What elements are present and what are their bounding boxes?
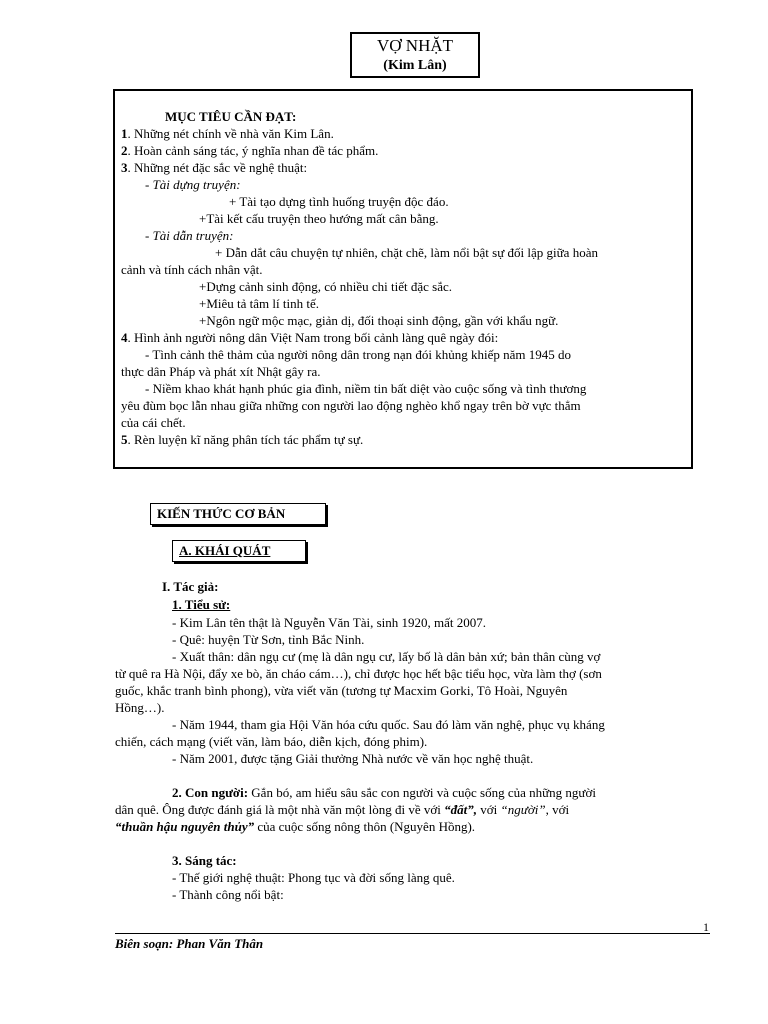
bio-line: Hồng…).	[115, 700, 165, 715]
bio-line: - Năm 1944, tham gia Hội Văn hóa cứu quốc. Sau đó làm văn nghệ, phục vụ kháng	[172, 717, 605, 732]
goals-heading: MỤC TIÊU CẦN ĐẠT:	[165, 109, 297, 124]
bio-line: từ quê ra Hà Nội, đẩy xe bò, ăn cháo cám…), chỉ được học hết bậc tiểu học, vừa làm thợ (sơn	[115, 666, 602, 681]
goal-line: +Miêu tả tâm lí tinh tế.	[199, 296, 319, 311]
goal-line: thực dân Pháp và phát xít Nhật gây ra.	[121, 364, 321, 379]
goal-line: - Tình cảnh thê thảm của người nông dân trong nạn đói khủng khiếp năm 1945 do	[145, 347, 571, 362]
goal-line: 1. Những nét chính về nhà văn Kim Lân.	[121, 126, 334, 141]
goal-line: +Ngôn ngữ mộc mạc, giản dị, đối thoại sinh động, gần với khẩu ngữ.	[199, 313, 559, 328]
works-line: - Thế giới nghệ thuật: Phong tục và đời sống làng quê.	[172, 870, 455, 885]
goal-line: - Niềm khao khát hạnh phúc gia đình, niềm tin bất diệt vào cuộc sống và tình thương	[145, 381, 587, 396]
knowledge-label: KIẾN THỨC CƠ BẢN	[150, 503, 326, 525]
bio-line: - Xuất thân: dân ngụ cư (mẹ là dân ngụ cư, lấy bố là dân bản xứ; bản thân cùng vợ	[172, 649, 601, 664]
goal-line: 3. Những nét đặc sắc về nghệ thuật:	[121, 160, 308, 175]
author-heading: I. Tác giả:	[162, 579, 219, 594]
bio-line: guốc, khắc tranh bình phong), vừa viết văn (tương tự Macxim Gorki, Tô Hoài, Nguyên	[115, 683, 568, 698]
goal-line: yêu đùm bọc lẫn nhau giữa những con người lao động nghèo khổ ngay trên bờ vực thẳm	[121, 398, 581, 413]
person-para-line: dân quê. Ông được đánh giá là một nhà văn một lòng đi về với “đất”, với “người”, với	[115, 802, 570, 817]
goal-line: 5. Rèn luyện kĩ năng phân tích tác phẩm tự sự.	[121, 432, 364, 447]
goal-line: cảnh và tính cách nhân vật.	[121, 262, 263, 277]
goal-line: + Tài tạo dựng tình huống truyện độc đáo.	[229, 194, 449, 209]
title-box	[350, 32, 480, 78]
footer-author: Biên soạn: Phan Văn Thân	[115, 936, 264, 951]
page-number: 1	[703, 920, 709, 934]
goal-line: của cái chết.	[121, 415, 186, 430]
goal-line: +Tài kết cấu truyện theo hướng mất cân bằng.	[199, 211, 439, 226]
goal-line: - Tài dẫn truyện:	[145, 228, 234, 243]
bio-heading: 1. Tiểu sử:	[172, 597, 231, 612]
goal-line: - Tài dựng truyện:	[145, 177, 241, 192]
doc-title: VỢ NHẶT	[376, 36, 454, 55]
works-line: - Thành công nổi bật:	[172, 887, 284, 902]
footer-divider	[115, 933, 710, 934]
bio-line: - Kim Lân tên thật là Nguyễn Văn Tài, sinh 1920, mất 2007.	[172, 615, 486, 630]
person-para-line: 2. Con người: Gắn bó, am hiểu sâu sắc con người và cuộc sống của những người	[172, 785, 596, 800]
bio-line: - Năm 2001, được tặng Giải thưởng Nhà nước về văn học nghệ thuật.	[172, 751, 534, 766]
section-a-label: A. KHÁI QUÁT	[172, 540, 306, 562]
goal-line: +Dựng cảnh sinh động, có nhiều chi tiết đặc sắc.	[199, 279, 453, 294]
person-para-line: “thuần hậu nguyên thủy” của cuộc sống nông thôn (Nguyên Hồng).	[115, 819, 476, 834]
works-heading: 3. Sáng tác:	[172, 853, 237, 868]
doc-author: (Kim Lân)	[383, 58, 447, 73]
bio-line: chiến, cách mạng (viết văn, làm báo, diễn kịch, đóng phim).	[115, 734, 428, 749]
goal-line: 2. Hoàn cảnh sáng tác, ý nghĩa nhan đề tác phẩm.	[121, 143, 379, 158]
goal-line: + Dẫn dắt câu chuyện tự nhiên, chặt chẽ, làm nổi bật sự đối lập giữa hoàn	[215, 245, 598, 260]
goal-line: 4. Hình ảnh người nông dân Việt Nam trong bối cảnh làng quê ngày đói:	[121, 330, 499, 345]
bio-line: - Quê: huyện Từ Sơn, tỉnh Bắc Ninh.	[172, 632, 365, 647]
goals-box	[113, 89, 693, 469]
